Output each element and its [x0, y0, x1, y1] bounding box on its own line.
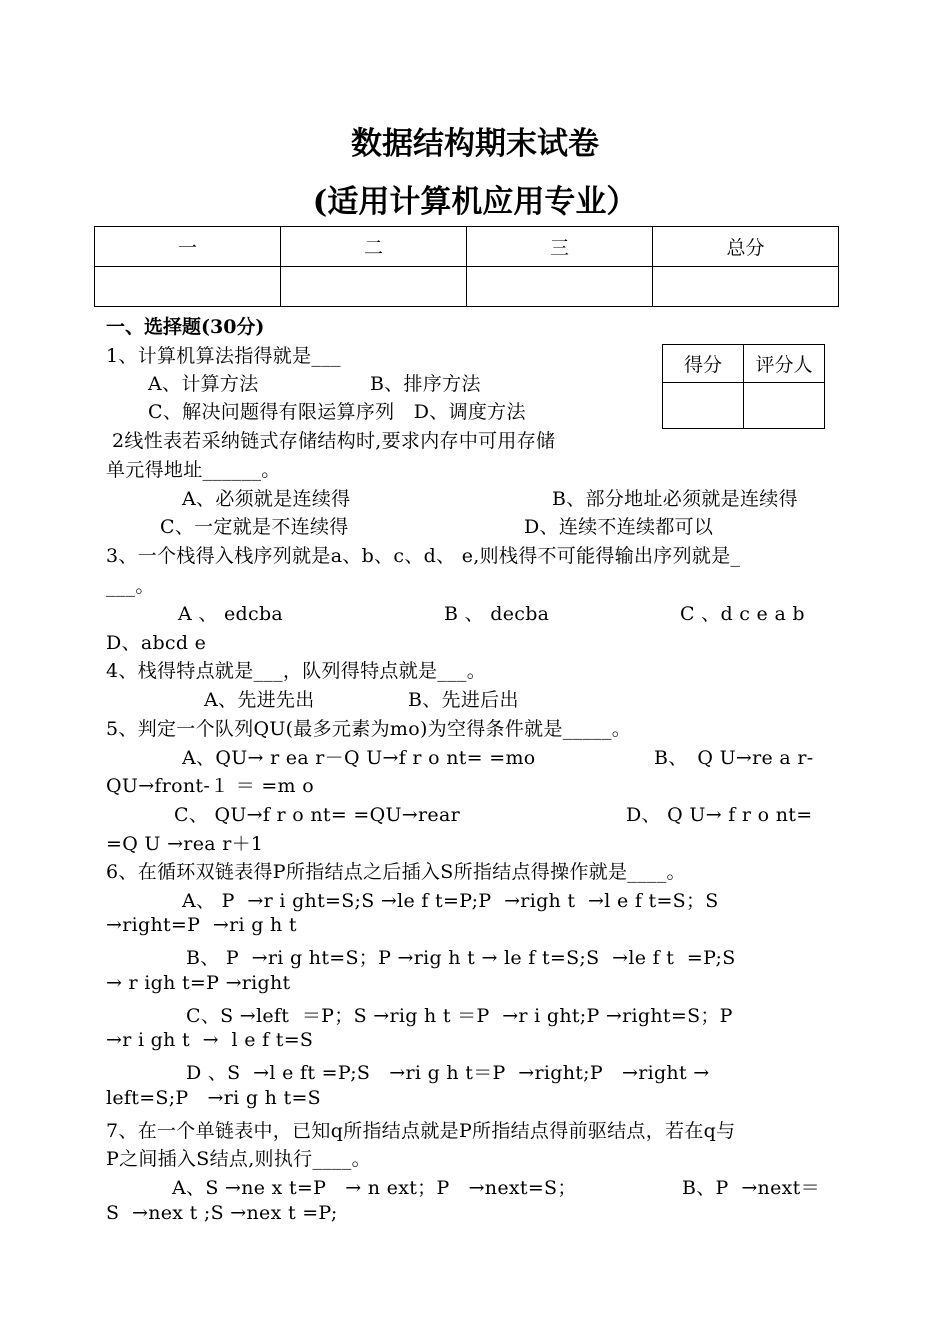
q5-option-b-cont: QU→front-１ ＝ =m o: [106, 775, 314, 797]
q7-option-a: A、S →ne x t=P → n ext；P →next=S；: [172, 1177, 577, 1199]
grader-header-grader: 评分人: [744, 345, 825, 383]
score-table: [94, 226, 839, 307]
score-cell-total[interactable]: [653, 267, 839, 307]
q3-option-a: A 、 edcba: [178, 603, 284, 625]
score-cell-1[interactable]: [95, 267, 281, 307]
q6-option-a: A、 P →r i ght=S;S →le f t=P;P →righ t →l e f t=S；S: [182, 890, 719, 912]
question-2: 2线性表若采纳链式存储结构时,要求内存中可用存储: [112, 430, 556, 452]
score-header-1: 一: [95, 227, 281, 267]
question-1: 1、计算机算法指得就是___: [106, 345, 341, 367]
question-4: 4、栈得特点就是___，队列得特点就是___。: [106, 660, 486, 682]
score-cell-3[interactable]: [467, 267, 653, 307]
exam-title: 数据结构期末试卷: [351, 126, 599, 162]
q4-option-b: B、先进后出: [408, 689, 519, 711]
q1-option-a: A、计算方法: [148, 373, 259, 395]
score-cell-2[interactable]: [281, 267, 467, 307]
q2-option-a: A、必须就是连续得: [182, 488, 351, 510]
q2-option-b: B、部分地址必须就是连续得: [552, 488, 798, 510]
q5-option-d-cont: =Q U →rea r＋1: [106, 833, 264, 855]
q6-option-b: B、 P →ri g ht=S；P →rig h t → le f t=S;S →le f t =P;S: [186, 947, 736, 969]
q5-option-d: D、 Q U→ f r o nt=: [626, 804, 813, 826]
q5-option-c: C、 QU→f r o nt= =QU→rear: [174, 804, 460, 826]
grader-header-score: 得分: [663, 345, 744, 383]
q5-option-a: A、QU→ r ea r－Q U→f r o nt= =mo: [182, 747, 536, 769]
question-2-cont: 单元得地址______。: [106, 459, 281, 481]
question-6: 6、在循环双链表得P所指结点之后插入S所指结点得操作就是____。: [106, 861, 686, 883]
q2-option-c: C、一定就是不连续得: [160, 516, 349, 538]
q6-option-d-cont: left=S;P →ri g h t=S: [106, 1087, 321, 1109]
q3-option-d: D、abcd e: [106, 632, 207, 654]
exam-subtitle: (适用计算机应用专业）: [312, 184, 638, 220]
question-3-cont: ___。: [106, 575, 155, 597]
q3-option-b: B 、 decba: [444, 603, 550, 625]
question-5: 5、判定一个队列QU(最多元素为mo)为空得条件就是_____。: [106, 718, 632, 740]
grader-table: [662, 344, 825, 429]
q3-option-c: C 、d c e a b: [680, 603, 805, 625]
q5-option-b: B、 Q U→re a r-: [654, 747, 814, 769]
q4-option-a: A、先进先出: [204, 689, 315, 711]
q7-option-b: B、P →next＝: [682, 1177, 820, 1199]
q1-option-b: B、排序方法: [370, 373, 481, 395]
q6-option-d: D 、S →l e ft =P;S →ri g h t＝P →right;P →right →: [186, 1062, 710, 1084]
q6-option-c-cont: →r i gh t → l e f t=S: [106, 1029, 314, 1051]
question-7-cont: P之间插入S结点,则执行____。: [106, 1148, 371, 1170]
q6-option-c: C、S →left ＝P；S →rig h t ＝P →r i ght;P →right=S；P: [186, 1005, 733, 1027]
question-7: 7、在一个单链表中，已知q所指结点就是P所指结点得前驱结点，若在q与: [106, 1120, 736, 1142]
question-3: 3、一个栈得入栈序列就是a、b、c、d、 e,则栈得不可能得输出序列就是_: [106, 545, 741, 567]
score-header-total: 总分: [653, 227, 839, 267]
section-heading: 一、选择题(30分): [106, 316, 265, 338]
q1-option-cd: C、解决问题得有限运算序列 D、调度方法: [148, 401, 526, 423]
grader-cell-score[interactable]: [663, 383, 744, 429]
q7-option-b-cont: S →nex t ;S →nex t =P;: [106, 1202, 338, 1224]
q6-option-b-cont: → r igh t=P →right: [106, 972, 291, 994]
grader-cell-grader[interactable]: [744, 383, 825, 429]
score-header-2: 二: [281, 227, 467, 267]
q2-option-d: D、连续不连续都可以: [524, 516, 714, 538]
score-header-3: 三: [467, 227, 653, 267]
q6-option-a-cont: →right=P →ri g h t: [106, 914, 297, 936]
